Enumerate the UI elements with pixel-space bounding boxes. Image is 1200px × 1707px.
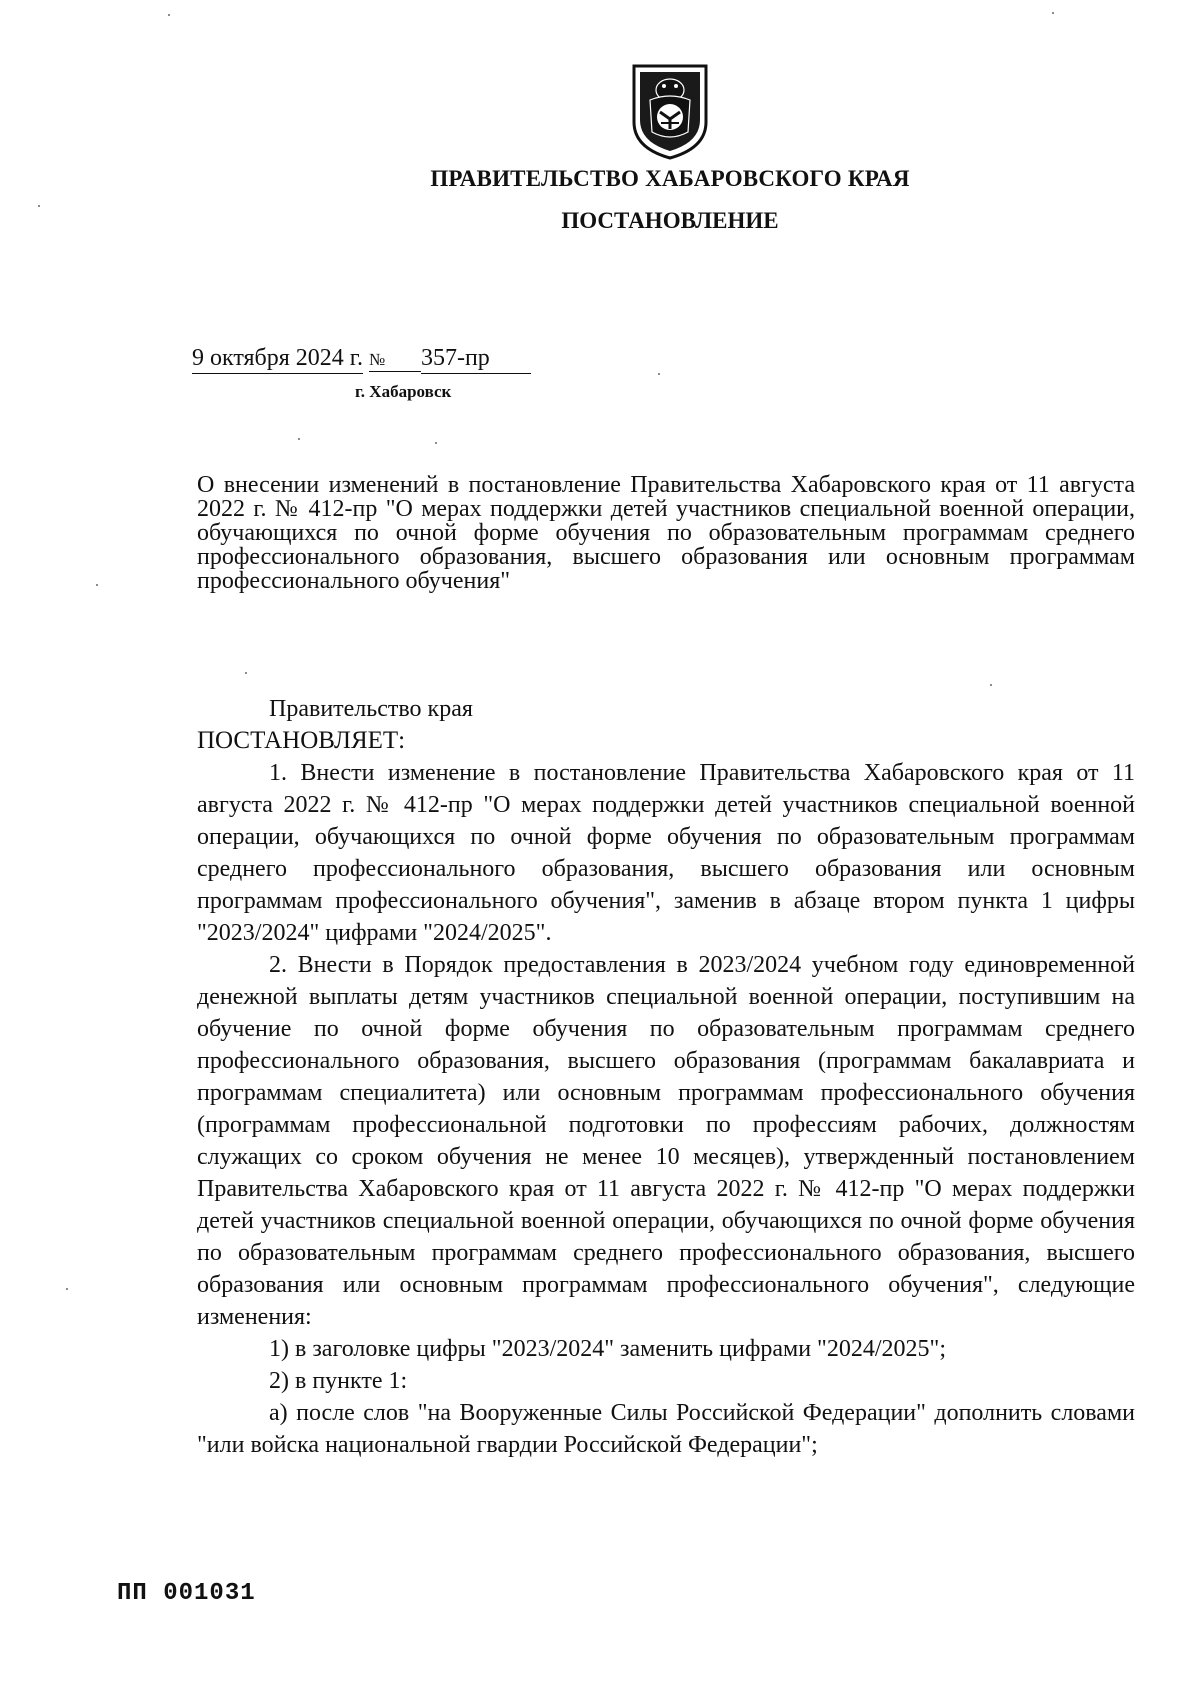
preamble: Правительство края bbox=[269, 696, 473, 722]
coat-of-arms-emblem bbox=[630, 62, 710, 162]
organization-title: ПРАВИТЕЛЬСТВО ХАБАРОВСКОГО КРАЯ bbox=[430, 166, 910, 191]
number-sign: № bbox=[369, 350, 421, 372]
document-subject: О внесении изменений в постановление Правительства Хабаровского края от 11 августа 2022 г. № 412-пр "О мерах поддержки детей участников специальной военной операции, обучающихся по очной форме обучения по образовательным программам среднего профессионального образования, высшего образования или основным программам профессионального обучения" bbox=[197, 472, 1135, 594]
document-date: 9 октября 2024 г. bbox=[192, 345, 363, 374]
scan-speck bbox=[66, 1288, 68, 1290]
item-1: 1. Внести изменение в постановление Правительства Хабаровского края от 11 августа 2022 г. № 412-пр "О мерах поддержки детей участников специальной военной операции, обучающихся по очной форме обучения по образовательным программам среднего профессионального образования, высшего образования или основным программам профессионального обучения", заменив в абзаце втором пункта 1 цифры "2023/2024" цифрами "2024/2025". bbox=[197, 760, 1135, 946]
scan-speck bbox=[1052, 12, 1054, 14]
resolves-heading: ПОСТАНОВЛЯЕТ: bbox=[197, 727, 406, 754]
document-type-title: ПОСТАНОВЛЕНИЕ bbox=[561, 208, 779, 233]
document-body bbox=[197, 693, 1135, 1461]
registration-line bbox=[192, 345, 531, 374]
subitem-2a: а) после слов "на Вооруженные Силы Российской Федерации" дополнить словами "или войска национальной гвардии Российской Федерации"; bbox=[197, 1400, 1135, 1458]
document-number: 357-пр bbox=[421, 345, 531, 374]
item-2: 2. Внести в Порядок предоставления в 2023/2024 учебном году единовременной денежной выплаты детям участников специальной военной операции, поступившим на обучение по очной форме обучения по образовательным программам среднего профессионального образования, высшего образования (программам бакалавриата и программам специалитета) или основным программам профессионального обучения (программам профессиональной подготовки по профессиям рабочих, должностям служащих со сроком обучения не менее 10 месяцев), утвержденный постановлением Правительства Хабаровского края от 11 августа 2022 г. № 412-пр "О мерах поддержки детей участников специальной военной операции, обучающихся по очной форме обучения по образовательным программам среднего профессионального образования, высшего образования или основным программам профессионального обучения", следующие изменения: bbox=[197, 952, 1135, 1330]
subitem-2: 2) в пункте 1: bbox=[269, 1368, 408, 1394]
scan-speck bbox=[990, 684, 992, 686]
scan-speck bbox=[245, 672, 247, 674]
scan-speck bbox=[38, 205, 40, 207]
form-serial-number: ПП 001031 bbox=[117, 1580, 256, 1607]
scan-speck bbox=[298, 438, 300, 440]
scan-speck bbox=[435, 442, 437, 444]
document-city: г. Хабаровск bbox=[355, 382, 452, 401]
scan-speck bbox=[658, 373, 660, 375]
scan-speck bbox=[168, 14, 170, 16]
subitem-1: 1) в заголовке цифры "2023/2024" заменить цифрами "2024/2025"; bbox=[269, 1336, 946, 1362]
scan-speck bbox=[96, 584, 98, 586]
